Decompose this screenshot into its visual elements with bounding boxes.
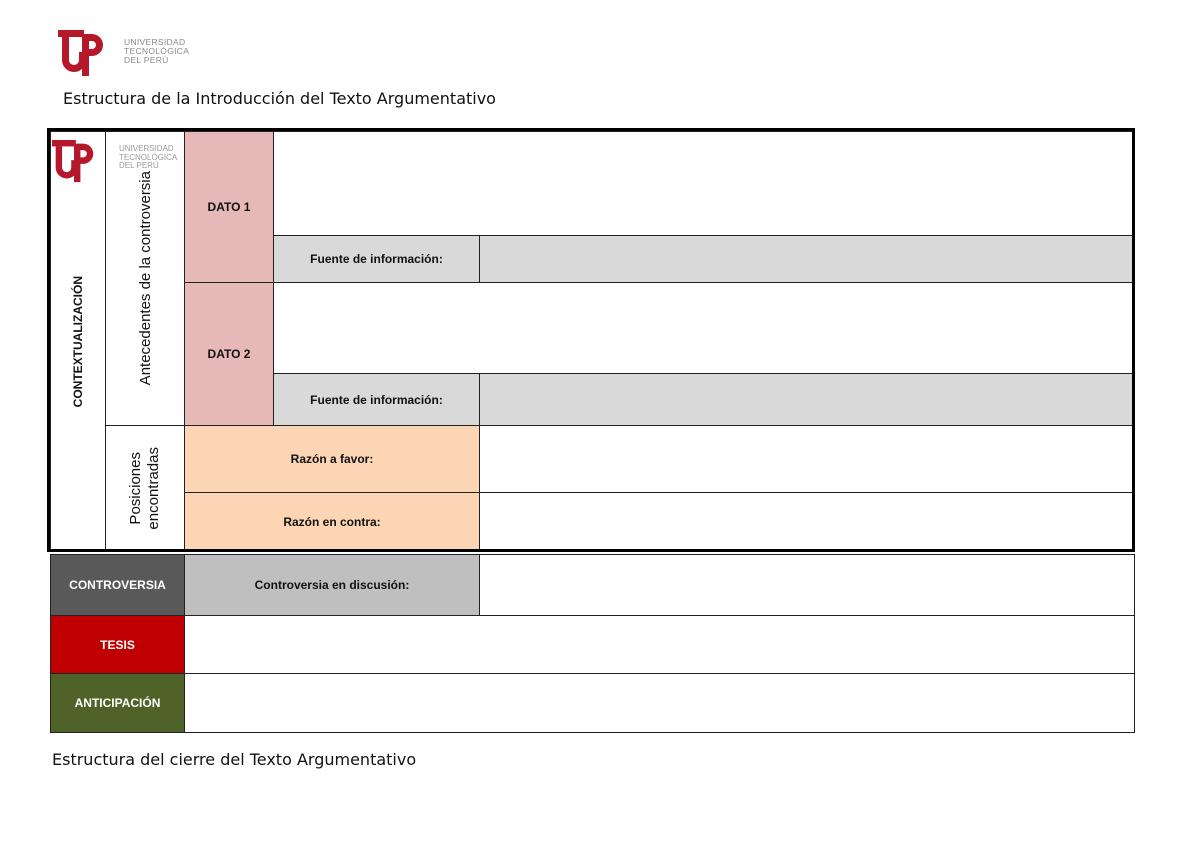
tesis-label: TESIS — [50, 615, 185, 674]
controversia-input[interactable] — [479, 554, 1135, 616]
utp-watermark-icon — [52, 140, 96, 184]
razon-contra-input[interactable] — [479, 492, 1135, 552]
fuente2-label: Fuente de información: — [273, 373, 480, 426]
razon-contra-label: Razón en contra: — [184, 492, 480, 552]
dato1-input[interactable] — [273, 131, 1135, 236]
anticipacion-input[interactable] — [184, 673, 1135, 733]
dato2-input[interactable] — [273, 282, 1135, 374]
fuente1-label: Fuente de información: — [273, 235, 480, 283]
contextualizacion-label: CONTEXTUALIZACIÓN — [50, 131, 106, 552]
antecedentes-label: Antecedentes de la controversia — [105, 131, 185, 426]
utp-logo-icon — [58, 30, 106, 78]
controversia-discusion-label: Controversia en discusión: — [184, 554, 480, 616]
intro-structure-title: Estructura de la Introducción del Texto Argumentativo — [63, 89, 496, 108]
dato1-label: DATO 1 — [184, 131, 274, 283]
logo-wordmark: UNIVERSIDAD TECNOLÓGICA DEL PERÚ — [124, 37, 190, 65]
closing-structure-title: Estructura del cierre del Texto Argumentativo — [52, 750, 417, 769]
razon-favor-label: Razón a favor: — [184, 425, 480, 493]
tesis-input[interactable] — [184, 615, 1135, 674]
dato2-label: DATO 2 — [184, 282, 274, 426]
posiciones-label: Posiciones encontradas — [105, 425, 185, 552]
watermark-wordmark: UNIVERSIDAD TECNOLÓGICA DEL PERÚ — [119, 145, 178, 170]
razon-favor-input[interactable] — [479, 425, 1135, 493]
fuente1-input[interactable] — [479, 235, 1135, 283]
fuente2-input[interactable] — [479, 373, 1135, 426]
anticipacion-label: ANTICIPACIÓN — [50, 673, 185, 733]
controversia-label: CONTROVERSIA — [50, 554, 185, 616]
